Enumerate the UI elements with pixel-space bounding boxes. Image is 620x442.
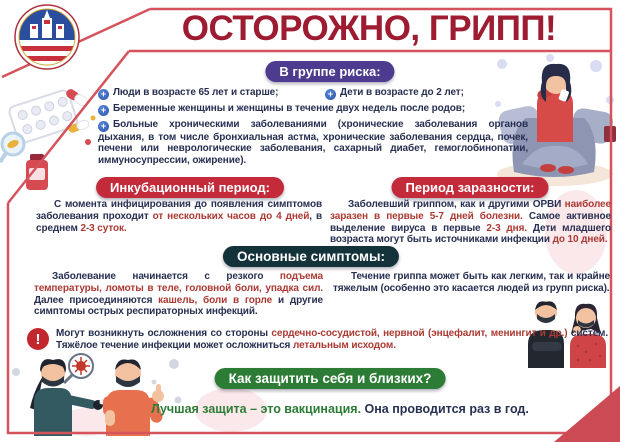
incubation-heading: Инкубационный период: — [96, 177, 284, 198]
text-segment: , в среднем — [36, 210, 323, 234]
text-segment: Она проводится раз в год. — [361, 402, 529, 416]
vaccination-note — [151, 402, 529, 416]
text-segment: Далее присоединяются — [34, 294, 159, 306]
magnifier-icon — [0, 133, 24, 162]
risk-item-text: Больные хроническими заболеваниями (хронические заболевания органов дыхания, в том числе бронхиальная астма, хронические заболевания сердца, почек, печени или неврологические заболевания, сахарный диабет, гемоглобинопатии, иммуносупрессии, ожирение). — [98, 119, 528, 167]
text-segment: от нескольких часов до 4 дней — [152, 210, 310, 222]
warning-icon: ! — [27, 328, 49, 350]
text-segment: Заболевший гриппом, как и другими ОРВИ — [348, 199, 565, 210]
symptoms-left-text — [34, 271, 323, 318]
text-segment: летальным исходом. — [292, 339, 396, 351]
risk-group-heading: В группе риска: — [265, 61, 394, 82]
risk-item-text: Беременные женщины и женщины в течение двух недель после родов; — [113, 103, 466, 114]
risk-item — [325, 87, 525, 100]
plus-icon: + — [98, 89, 109, 100]
contagious-text — [330, 199, 611, 246]
risk-item — [98, 103, 518, 116]
complications-warning-text — [56, 328, 608, 352]
organization-emblem — [14, 4, 80, 70]
page-title: ОСТОРОЖНО, ГРИПП! — [181, 9, 557, 48]
medicine-bottle — [26, 154, 48, 190]
protection-heading: Как защитить себя и близких? — [215, 368, 446, 389]
text-segment: сердечно-сосудистой, нервной (энцефалит, менингит и др.) — [271, 328, 568, 339]
text-segment: 2-3 суток. — [80, 222, 127, 234]
text-segment: систем. Тяжёлое течение инфекции может осложниться — [56, 328, 608, 351]
risk-item — [98, 87, 326, 100]
text-segment: и другие симптомы острых респираторных инфекций. — [34, 294, 323, 318]
text-segment: до 10 дней. — [552, 234, 608, 246]
text-segment: Могут возникнуть осложнения со стороны — [56, 328, 272, 339]
text-segment: Дети младшего возраста могут быть источниками инфекции — [330, 222, 612, 246]
plus-icon: + — [98, 105, 109, 116]
plus-icon: + — [325, 89, 336, 100]
side-table — [604, 126, 616, 142]
risk-item-text: Люди в возрасте 65 лет и старше; — [113, 87, 279, 98]
text-segment: кашель, боли в горле — [158, 294, 273, 306]
text-segment: С момента инфицирования до появления симптомов заболевания проходит — [36, 199, 322, 222]
text-segment: Заболевание начинается с резкого — [52, 271, 280, 282]
thumbs-up — [152, 384, 164, 402]
text-segment: Самое активное выделение вируса в первые — [330, 210, 611, 234]
text-segment: Течение гриппа может быть как легким, так и крайне тяжелым (особенно это касается людей из групп риска). — [333, 271, 610, 294]
vaccination-illustration — [6, 352, 186, 436]
symptoms-right-text — [333, 271, 610, 295]
corner-triangle — [554, 386, 620, 442]
risk-item-text: Дети в возрасте до 2 лет; — [340, 87, 464, 98]
patient-figure — [103, 359, 164, 436]
medicines-illustration — [0, 88, 100, 196]
incubation-text — [36, 199, 322, 234]
risk-item — [98, 119, 528, 167]
text-segment: подъема температуры, ломоты в теле, головной боли, упадка сил. — [34, 271, 323, 294]
magnifier-virus-icon — [64, 354, 93, 383]
contagious-heading: Период заразности: — [392, 177, 549, 198]
plus-icon: + — [98, 121, 109, 132]
symptoms-heading: Основные симптомы: — [223, 246, 399, 267]
text-segment: 2-3 дня. — [486, 222, 528, 234]
text-segment: наиболее заразен в первые 5-7 дней болезни. — [330, 199, 611, 222]
text-segment: Лучшая защита – это вакцинация. — [151, 402, 362, 416]
